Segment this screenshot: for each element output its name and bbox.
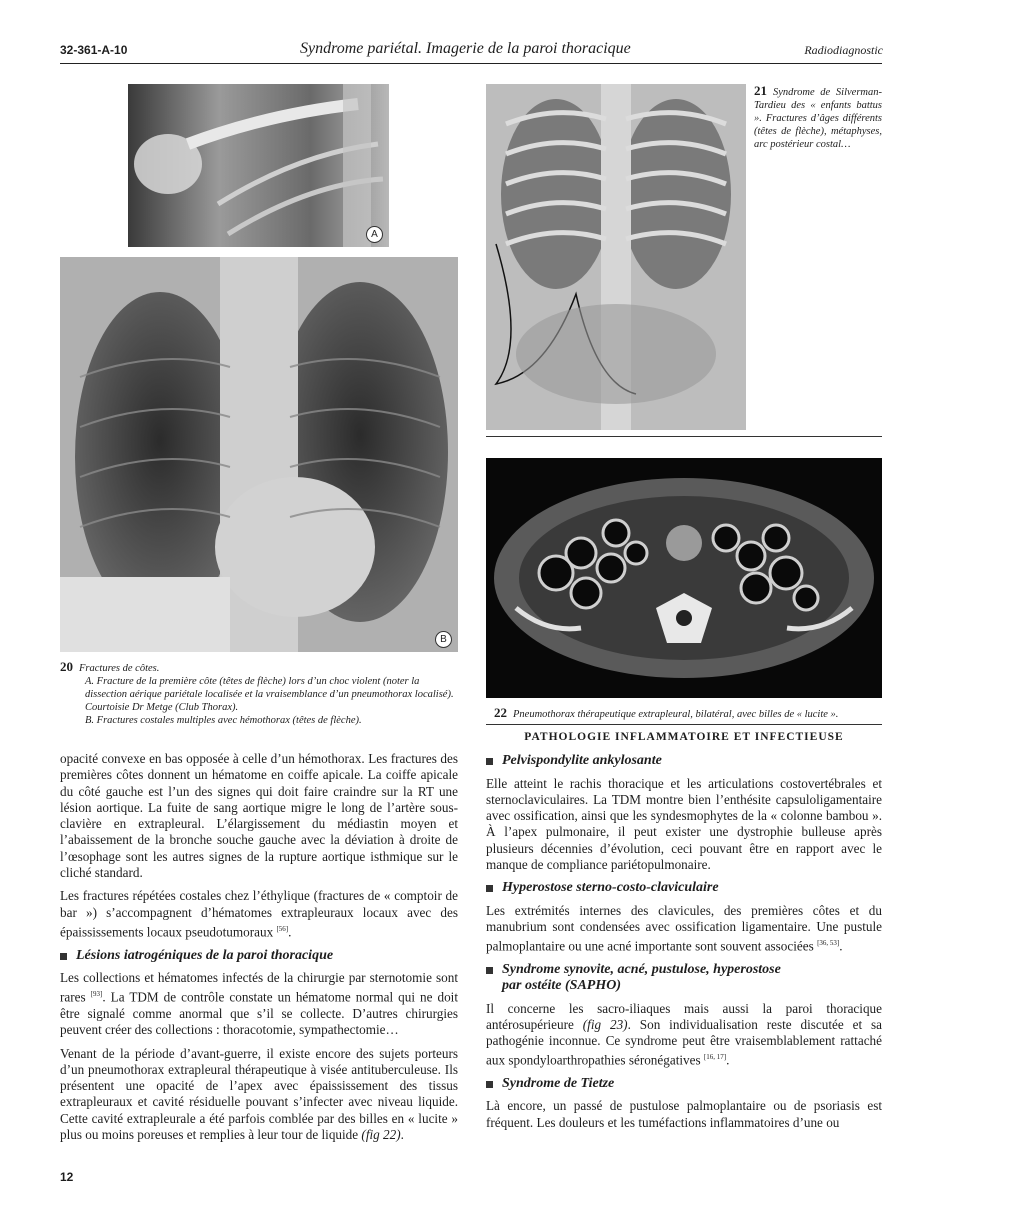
figure-20-caption-b: B. Fractures costales multiples avec hémothorax (têtes de flèche). <box>85 715 362 726</box>
paragraph-aortic: opacité convexe en bas opposée à celle d’un hémothorax. Les fractures des premières côtes donnent un hématome en coiffe apicale. La coiffe apicale du côté gauche est l’un des signes qui doit faire craindre sur la RT une lésion aortique. La fuite de sang aortique migre le long de l’artère sous-clavière en extrapleural. L’élargissement du médiastin moyen et l’abaissement de la bronche souche gauche avec la déviation à droite de l’œsophage sont les autres signes de la rupture aortique isthmique sur le cliché standard. <box>60 751 458 881</box>
heading-sapho-line-2: par ostéite (SAPHO) <box>502 978 621 994</box>
figure-22-ref: (fig 22) <box>361 1127 401 1143</box>
figure-22-ct <box>486 458 882 698</box>
figure-21-xray <box>486 84 746 430</box>
figure-20b-image <box>60 257 458 652</box>
paragraph-sternotomy-text-2: . La TDM de contrôle constate un hématome normal qui ne doit être signalé comme anormal que s’il se collecte. D’autres chirurgies peuvent créer des collections : thoracotomie, sympathectomie… <box>60 989 459 1038</box>
heading-sapho <box>486 962 882 995</box>
reference-16-17: [16, 17] <box>703 1053 727 1062</box>
section-title: PATHOLOGIE INFLAMMATOIRE ET INFECTIEUSE <box>524 731 844 743</box>
paragraph-hyperostose-text: Les extrémités internes des clavicules, des premières côtes et du manubrium sont condensées avec ossification ligamentaire. Une pustule palmoplantaire ou une acné importante sont souvent associées <box>486 902 882 954</box>
figure-20-caption-a: A. Fracture de la première côte (têtes de flèche) lors d’un choc violent (noter la dissection aérique pariétale localisée et la vraisemblance d’un pneumothorax localisé). Courtoisie Dr Metge (Club Thorax). <box>85 676 454 713</box>
paragraph-hyperostose: Les extrémités internes des clavicules, des premières côtes et du manubrium sont condensées avec ossification ligamentaire. Une pustule palmoplantaire ou une acné importante sont souvent associées [36, 53]. <box>486 902 882 954</box>
figure-20a-xray <box>128 84 389 247</box>
bullet-square-icon <box>486 885 493 892</box>
page-number: 12 <box>60 1170 74 1184</box>
heading-pelvispondylite <box>486 753 882 769</box>
figure-22-number: 22 <box>494 705 507 720</box>
paragraph-rib-fractures-text: Les fractures répétées costales chez l’éthylique (fractures de « comptoir de bar ») s’accompagnent d’hématomes extrapleuraux locaux avec des épaississements locaux pseudotumoraux <box>60 888 458 940</box>
paragraph-pneumothorax: Venant de la période d’avant-guerre, il existe encore des sujets porteurs d’un pneumothorax extrapleural thérapeutique à visée antituberculeuse. Ils présentent une opacité de l’apex avec épaississement des tissus extrapleuraux et cavité résiduelle pouvant s’infecter avec niveau liquide. Cette cavité extrapleurale a été parfois comblée par des billes en « lucite » plus ou moins poreuses et remplies à leur tour de liquide (fig 22). <box>60 1045 458 1143</box>
paragraph-sternotomy-text: Les collections et hématomes infectés de la chirurgie par sternotomie sont rares <box>60 969 458 1005</box>
heading-hyperostose <box>486 880 882 896</box>
heading-tietze-text: Syndrome de Tietze <box>502 1076 615 1092</box>
figure-21-divider <box>486 436 882 437</box>
right-column <box>486 729 882 1138</box>
figure-22-caption <box>494 706 882 721</box>
heading-sapho-wrap <box>502 962 781 995</box>
paragraph-sternotomy <box>60 970 458 1039</box>
heading-tietze <box>486 1076 882 1092</box>
paragraph-sapho-text: Il concerne les sacro-iliaques mais aussi la paroi thoracique antérosupérieure <box>486 1000 882 1032</box>
reference-93: [93] <box>90 990 103 999</box>
paragraph-rib-fractures: Les fractures répétées costales chez l’éthylique (fractures de « comptoir de bar ») s’accompagnent d’hématomes extrapleuraux locaux avec des épaississements locaux pseudotumoraux [56]. <box>60 888 458 940</box>
figure-20b-tag: B <box>435 631 452 648</box>
heading-iatrogenic <box>60 948 458 964</box>
figure-23-ref: (fig 23) <box>582 1016 628 1032</box>
reference-56: [56] <box>276 924 289 933</box>
figure-21-text: Syndrome de Silverman-Tardieu des « enfants battus ». Fractures d’âges différents (têtes de flèche), métaphyses, arc postérieur costal… <box>754 87 882 150</box>
figure-20a-tag: A <box>366 226 383 243</box>
figure-21-number: 21 <box>754 83 767 98</box>
left-column <box>60 751 458 1150</box>
section-name: Radiodiagnostic <box>804 43 883 57</box>
bullet-square-icon <box>60 953 67 960</box>
header-rule <box>60 63 882 64</box>
heading-sapho-line-1: Syndrome synovite, acné, pustulose, hyperostose <box>502 961 781 977</box>
heading-pelvispondylite-text: Pelvispondylite ankylosante <box>502 753 662 769</box>
running-title: Syndrome pariétal. Imagerie de la paroi thoracique <box>300 40 631 57</box>
reference-36-53: [36, 53] <box>817 939 840 948</box>
heading-iatrogenic-text: Lésions iatrogéniques de la paroi thoracique <box>76 947 334 963</box>
figure-20-caption <box>60 660 458 727</box>
heading-hyperostose-text: Hyperostose sterno-costo-claviculaire <box>502 880 719 896</box>
paragraph-sapho: Il concerne les sacro-iliaques mais aussi la paroi thoracique antérosupérieure (fig 23). Son individualisation reste discutée et sa pathogénie inconnue. Ce syndrome peut être vraisemblablement rattaché aux spondyloarthropathies séronégatives [16, 17]. <box>486 1000 882 1068</box>
figure-22-image <box>486 458 882 698</box>
figure-21-image <box>486 84 746 430</box>
figure-20-title: Fractures de côtes. <box>79 663 160 674</box>
paragraph-tietze: Là encore, un passé de pustulose palmoplantaire ou de psoriasis est fréquent. Les douleurs et les tuméfactions inflammatoires d’une ou <box>486 1098 882 1130</box>
section-rule <box>486 724 882 725</box>
bullet-square-icon <box>486 967 493 974</box>
article-code: 32-361-A-10 <box>60 43 128 57</box>
bullet-square-icon <box>486 758 493 765</box>
figure-21-caption <box>754 84 882 151</box>
figure-20b-xray <box>60 257 458 652</box>
figure-20-number: 20 <box>60 659 73 674</box>
figure-22-text: Pneumothorax thérapeutique extrapleural, bilatéral, avec billes de « lucite ». <box>513 709 839 720</box>
paragraph-pneumothorax-text: Venant de la période d’avant-guerre, il existe encore des sujets porteurs d’un pneumothorax extrapleural thérapeutique à visée antituberculeuse. Ils présentent une opacité de l’apex avec épaississement des tissus extrapleuraux et cavité résiduelle pouvant s’infecter avec niveau liquide. Cette cavité extrapleurale a été parfois comblée par des billes en « lucite » plus ou moins poreuses et remplies à leur tour de liquide <box>60 1045 458 1143</box>
paragraph-pelvispondylite: Elle atteint le rachis thoracique et les articulations costovertébrales et sternoclaviculaires. La TDM montre bien l’enthésite capsuloligamentaire avec ossification, ainsi que les syndesmophytes de la « colonne bambou ». À l’apex pulmonaire, il peut exister une dystrophie bulleuse après plusieurs décennies d’évolution, ceci pouvant être en rapport avec le manque de compliance pariétopulmonaire. <box>486 775 882 873</box>
bullet-square-icon <box>486 1081 493 1088</box>
figure-20a-image <box>128 84 389 247</box>
paragraph-sapho-text-2: . Son individualisation reste discutée et sa pathogénie inconnue. Ce syndrome peut être vraisemblablement rattaché aux spondyloarthropathies séronégatives <box>486 1016 882 1068</box>
